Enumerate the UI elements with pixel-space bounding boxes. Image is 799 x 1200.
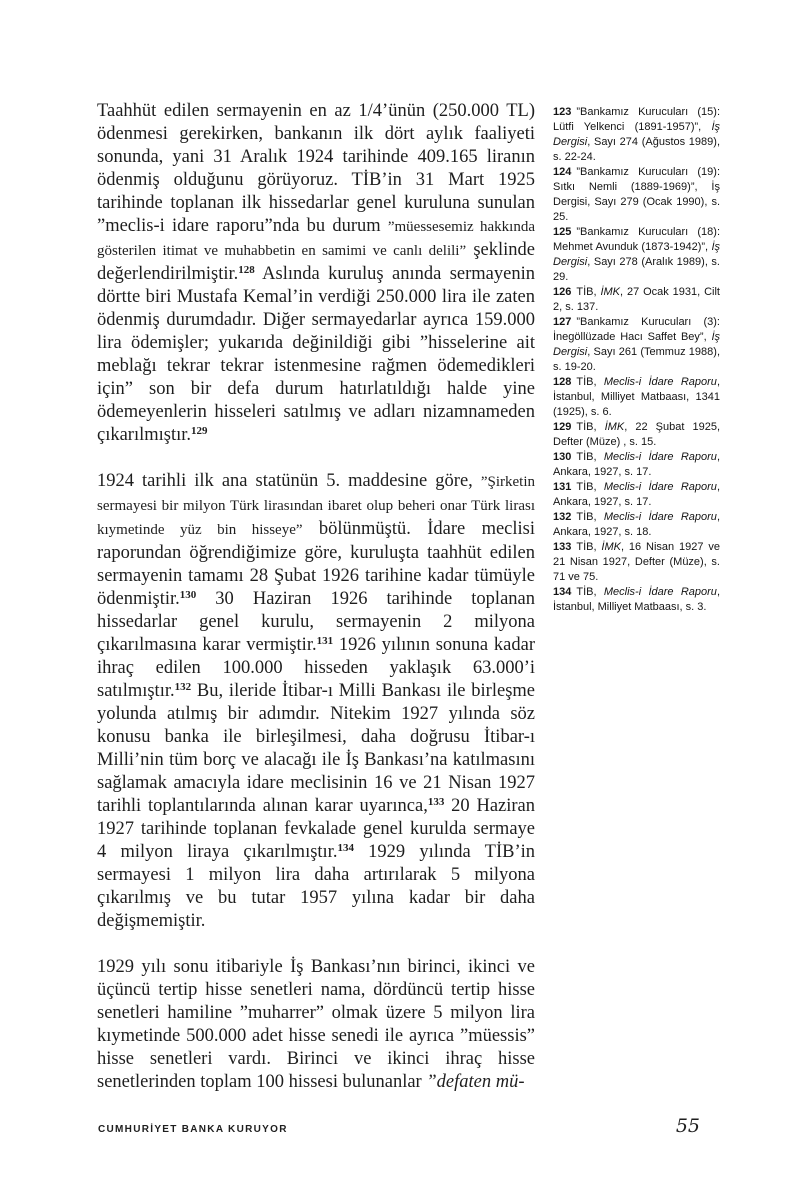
text-segment: bölünmüştü. İdare meclisi raporundan öğrendiğimize göre, kuruluşta taahhüt edilen sermayenin tamamı 28 Şubat 1926 tarihine kadar tümüyle ödenmiştir. [97, 519, 535, 609]
footnote [553, 540, 720, 585]
main-text-column [97, 100, 535, 1094]
text-segment: İş Dergisi [553, 331, 720, 358]
footnote [553, 420, 720, 450]
text-segment: İş Dergisi [553, 241, 720, 268]
footnote-number: 126 [553, 286, 572, 298]
text-segment: İMK [600, 286, 620, 298]
footnote-number: 123 [553, 106, 572, 118]
text-segment: ”Bankamız Kurucuları (19): Sıtkı Nemli (1889-1969)”, İş Dergisi, Sayı 279 (Ocak 1990), s. 25. [553, 166, 720, 223]
text-segment: , Sayı 274 (Ağustos 1989), s. 22-24. [553, 136, 720, 163]
footnote-number: 127 [553, 316, 572, 328]
text-segment: ”Bankamız Kurucuları (3): İnegöllüzade Hacı Saffet Bey”, [553, 316, 720, 343]
body-paragraph [97, 100, 535, 447]
footnote [553, 450, 720, 480]
text-segment: , Ankara, 1927, s. 17. [553, 451, 720, 478]
text-segment: Meclis-i İdare Raporu [603, 511, 717, 523]
footnote-number: 133 [553, 541, 572, 553]
text-segment: TİB, [576, 286, 601, 298]
text-segment: Meclis-i İdare Raporu [603, 586, 717, 598]
text-segment: , 27 Ocak 1931, Cilt 2, s. 137. [553, 286, 720, 313]
text-segment: TİB, [576, 481, 604, 493]
footnote-text [553, 316, 720, 373]
text-segment: , İstanbul, Milliyet Matbaası, 1341 (1925), s. 6. [553, 376, 720, 418]
running-footer-title: CUMHURİYET BANKA KURUYOR [98, 1124, 288, 1135]
text-segment: Meclis-i İdare Raporu [603, 376, 717, 388]
footnote-ref: 128 [238, 264, 255, 277]
footnote-text [553, 226, 720, 283]
footnote-ref: 130 [179, 589, 197, 602]
text-segment: ”Şirketin sermayesi bir milyon Türk lirasından ibaret olup beheri onar Türk lirası kıymetinde yüz bin hisseye” [97, 474, 535, 538]
footnote-number: 132 [553, 511, 572, 523]
footnote [553, 375, 720, 420]
footnote-text [553, 421, 720, 448]
footnote-text [553, 286, 720, 313]
footnote-ref: 132 [174, 681, 192, 694]
text-segment: 20 Haziran 1927 tarihinde toplanan fevkalade genel kurulda sermaye 4 milyon liraya çıkarılmıştır. [97, 796, 535, 862]
text-segment: Meclis-i İdare Raporu [603, 481, 717, 493]
text-segment: , Sayı 261 (Temmuz 1988), s. 19-20. [553, 346, 720, 373]
footnote-ref: 133 [427, 796, 445, 809]
text-segment: ”Bankamız Kurucuları (15): Lütfi Yelkenci (1891-1957)”, [553, 106, 720, 133]
footnote-number: 128 [553, 376, 572, 388]
text-segment: Meclis-i İdare Raporu [603, 451, 717, 463]
footnote-text [553, 376, 720, 418]
footnote-text [553, 541, 720, 583]
footnote-text [553, 511, 720, 538]
footnote-number: 124 [553, 166, 572, 178]
text-segment: ”Bankamız Kurucuları (18): Mehmet Avunduk (1873-1942)”, [553, 226, 720, 253]
footnote-text [553, 106, 720, 163]
footnote [553, 585, 720, 615]
text-segment: 1929 yılı sonu itibariyle İş Bankası’nın birinci, ikinci ve üçüncü tertip hisse senetleri nama, dördüncü tertip hisse senetleri hamiline ”muharrer” olmak üzere 5 milyon lira kıymetinde 500.000 adet hisse senedi ile ayrıca ”müessis” hisse senetleri vardı. Birinci ve ikinci ihraç hisse senetlerinden toplam 100 hissesi bulunanlar [97, 957, 535, 1092]
footnote [553, 510, 720, 540]
footnote-ref: 129 [191, 425, 208, 438]
footnote [553, 225, 720, 285]
text-segment: ”defaten mü- [426, 1072, 525, 1092]
footnote-text [553, 451, 720, 478]
text-segment: , 16 Nisan 1927 ve 21 Nisan 1927, Defter (Müze), s. 71 ve 75. [553, 541, 720, 583]
text-segment: 1929 yılında TİB’in sermayesi 1 milyon lira daha artırılarak 5 milyona çıkarılmış ve bu tutar 1957 yılına kadar bir daha değişmemiştir. [97, 842, 535, 931]
footnote-number: 130 [553, 451, 572, 463]
text-segment: 1924 tarihli ilk ana statünün 5. maddesine göre, [97, 471, 481, 491]
body-paragraph [97, 956, 535, 1094]
text-segment: İMK [601, 541, 621, 553]
footnote-ref: 131 [316, 635, 334, 648]
footnote [553, 105, 720, 165]
text-segment: TİB, [576, 511, 604, 523]
body-paragraph [97, 470, 535, 933]
footnote [553, 165, 720, 225]
text-segment: 1926 yılının sonuna kadar ihraç edilen 100.000 hisseden yaklaşık 63.000’i satılmıştır. [97, 635, 535, 701]
text-segment: , 22 Şubat 1925, Defter (Müze) , s. 15. [553, 421, 721, 448]
text-segment: TİB, [576, 586, 604, 598]
footnote-number: 131 [553, 481, 572, 493]
text-segment: TİB, [576, 421, 605, 433]
footnote [553, 315, 720, 375]
text-segment: , Ankara, 1927, s. 17. [553, 481, 720, 508]
footnote [553, 480, 720, 510]
text-segment: TİB, [576, 541, 602, 553]
text-segment: 30 Haziran 1926 tarihinde toplanan hissedarlar genel kurulu, sermayenin 2 milyona çıkarılmasına karar vermiştir. [97, 589, 535, 655]
text-segment: , Ankara, 1927, s. 18. [553, 511, 720, 538]
text-segment: TİB, [576, 376, 604, 388]
text-segment: ”müessesemiz hakkında gösterilen itimat ve muhabbetin en samimi ve canlı delili” [97, 219, 535, 259]
text-segment: Taahhüt edilen sermayenin en az 1/4’ünün (250.000 TL) ödenmesi gerekirken, bankanın ilk dört aylık faaliyeti sonunda, yani 31 Aralık 1924 tarihinde 409.165 liranın ödenmiş olduğunu görüyoruz. TİB’in 31 Mart 1925 tarihinde toplanan ilk hissedarlar genel kuruluna sunulan ”meclis-i idare raporu”nda bu durum [97, 101, 535, 236]
footnote-ref: 134 [337, 842, 354, 855]
page-number: 55 [675, 1115, 700, 1137]
footnote-text [553, 481, 720, 508]
footnote-text [553, 586, 720, 613]
text-segment: , İstanbul, Milliyet Matbaası, s. 3. [553, 586, 720, 613]
footnotes-column [553, 105, 720, 615]
text-segment: şeklinde değerlendirilmiştir. [97, 240, 535, 284]
text-segment: İMK [604, 421, 625, 433]
text-segment: TİB, [576, 451, 604, 463]
text-segment: İş Dergisi [553, 121, 720, 148]
footnote-number: 129 [553, 421, 572, 433]
footnote-number: 134 [553, 586, 572, 598]
text-segment: , Sayı 278 (Aralık 1989), s. 29. [553, 256, 720, 283]
footnote-number: 125 [553, 226, 572, 238]
footnote-text [553, 166, 720, 223]
text-segment: Aslında kuruluş anında sermayenin dörtte biri Mustafa Kemal’in verdiği 250.000 lira ile zaten ödenmiş durumdadır. Diğer sermayedarlar ayrıca 159.000 lira ödemişler; yukarıda değinildiği gibi ”hisselerine ait meblağı tekrar tekrar istenmesine rağmen ödemedikleri için” son bir defa durum hatırlatıldığı halde yine ödemeyenlerin hisseleri satılmış ve adları nizamnameden çıkarılmıştır. [97, 264, 535, 445]
footnote [553, 285, 720, 315]
text-segment: Bu, ileride İtibar-ı Milli Bankası ile birleşme yolunda atılmış bir adımdır. Nitekim 1927 yılında söz konusu banka ile birleşilmesi, daha doğrusu İtibar-ı Milli’nin tüm borç ve alacağı ile İş Bankası’na katılmasını sağlamak amacıyla idare meclisinin 16 ve 21 Nisan 1927 tarihli toplantılarında alınan karar uyarınca, [97, 681, 535, 816]
